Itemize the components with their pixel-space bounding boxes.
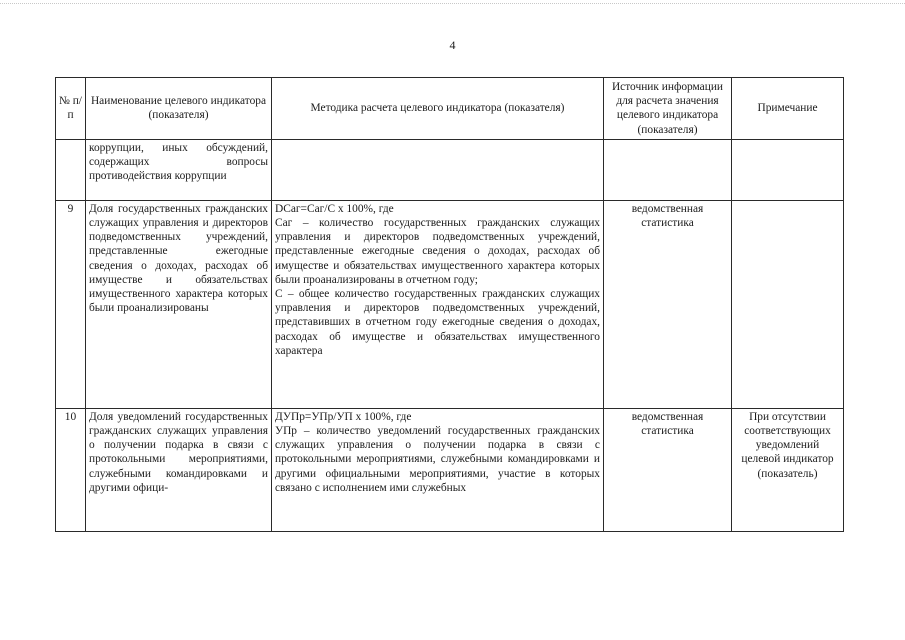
table-header-row bbox=[56, 78, 844, 140]
header-note: Примечание bbox=[732, 78, 844, 140]
header-name: Наименование целевого индикатора (показателя) bbox=[86, 78, 272, 140]
cell-name-continuation: коррупции, иных обсуждений, содержащих вопросы противодействия коррупции bbox=[86, 139, 272, 200]
header-source: Источник информации для расчета значения целевого индикатора (показателя) bbox=[604, 78, 732, 140]
cell-name: Доля государственных гражданских служащих управления и директоров подведомственных учреждений, представленные ежегодные сведения о доходах, расходах об имуществе и обязательствах имущественного характера которых были проанализированы bbox=[86, 200, 272, 408]
table-row-continuation bbox=[56, 139, 844, 200]
cell-num: 10 bbox=[56, 408, 86, 531]
indicators-table bbox=[55, 77, 844, 532]
cell-method bbox=[272, 408, 604, 531]
method-paragraph: C – общее количество государственных гражданских служащих управления и директоров подведомственных учреждений, представивших в отчетном году ежегодные сведения о доходах, расходах об имуществе и обязательствах имущественного характера bbox=[275, 288, 600, 357]
cell-num-empty bbox=[56, 139, 86, 200]
cell-num: 9 bbox=[56, 200, 86, 408]
cell-name: Доля уведомлений государственных гражданских служащих управления о получении подарка в связи с протокольными мероприятиями, служебными командировками и другими офици- bbox=[86, 408, 272, 531]
table-row bbox=[56, 408, 844, 531]
method-formula: DCаг=Cаг/C x 100%, где bbox=[275, 202, 394, 215]
cell-source: ведомственная статистика bbox=[604, 200, 732, 408]
method-paragraph: УПр – количество уведомлений государственных гражданских служащих управления о получении подарка в связи с протокольными мероприятиями, служебными командировками и другими официальными мероприятиями, участие в которых связано с исполнением ими служебных bbox=[275, 425, 600, 494]
header-num: № п/п bbox=[56, 78, 86, 140]
table-row bbox=[56, 200, 844, 408]
cell-source: ведомственная статистика bbox=[604, 408, 732, 531]
cell-note: При отсутствии соответствующих уведомлений целевой индикатор (показатель) bbox=[732, 408, 844, 531]
method-paragraph: Cаг – количество государственных гражданских служащих управления и директоров подведомственных учреждений, представленные ежегодные сведения о доходах, расходах об имуществе и обязательствах имущественного характера которых были проанализированы в отчетном году; bbox=[275, 217, 600, 286]
page-top-rule bbox=[0, 3, 905, 4]
header-method: Методика расчета целевого индикатора (показателя) bbox=[272, 78, 604, 140]
cell-note bbox=[732, 200, 844, 408]
cell-method-empty bbox=[272, 139, 604, 200]
method-formula: ДУПр=УПр/УП x 100%, где bbox=[275, 410, 412, 423]
page-number: 4 bbox=[449, 38, 456, 52]
cell-source-empty bbox=[604, 139, 732, 200]
cell-note-empty bbox=[732, 139, 844, 200]
cell-method bbox=[272, 200, 604, 408]
